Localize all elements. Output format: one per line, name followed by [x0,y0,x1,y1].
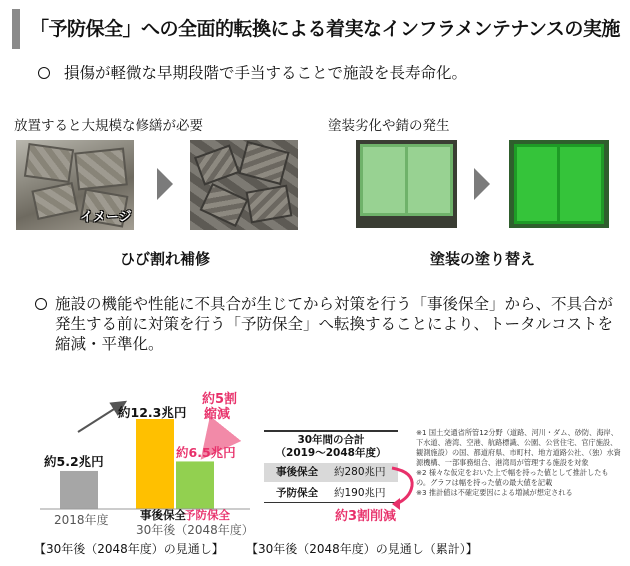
row-label: 予防保全 [276,487,318,499]
sub-label-2048: 30年後（2048年度） [136,523,254,537]
bar-label-reactive: 約12.3兆円 [118,405,187,420]
arrow-right-icon [157,168,173,200]
repainted-gate-photo [509,140,609,228]
page-title: 「予防保全」への全面的転換による着実なインフラメンテナンスの実施 [30,18,620,40]
left-caption: 放置すると大規模な修繕が必要 [14,118,203,134]
footnote-2: ※2 様々な仮定をおいた上で幅を持った値として推計したもの。グラフは幅を持った値の最大値を記載 [416,468,609,487]
bar-preventive [176,461,214,509]
rusted-gate-photo [356,140,457,228]
bullet-2-text: 施設の機能や性能に不具合が生じてから対策を行う「事後保全」から、不具合が発生する前に対策を行う「予防保全」へ転換することにより、トータルコストを縮減・平準化。 [55,295,614,353]
crack-repair-label: ひび割れ補修 [120,250,211,268]
footnote-3: ※3 推計値は不確定要因による増減が想定される [416,488,573,497]
circle-bullet-icon [35,298,47,310]
table-caption: 【30年後（2048年度）の見通し（累計）】 [246,542,478,556]
bar-label-preventive: 約6.5兆円 [176,445,236,460]
circle-bullet-icon [38,67,50,79]
total-table-header-line-2: （2019～2048年度） [275,447,387,459]
bar-2018 [60,471,98,509]
annotation-line-2: 縮減 [204,407,231,422]
curved-arrow-icon [388,462,418,510]
image-label: イメージ [80,210,132,225]
annotation-line-1: 約5割 [202,392,238,407]
category-2018: 2018年度 [54,513,109,527]
total-table-header-line-1: 30年間の合計 [297,434,365,446]
increase-arrow-icon [78,404,122,432]
damaged-slab-photo [190,140,298,230]
arrow-right-icon [474,168,490,200]
row-label: 事後保全 [276,466,318,478]
table-row [264,484,398,503]
title-accent-bar [12,9,20,49]
category-preventive: 予防保全 [184,508,230,522]
right-caption: 塗装劣化や錆の発生 [328,118,450,134]
bar-reactive [136,419,174,509]
repaint-label: 塗装の塗り替え [430,250,536,268]
bullet-1 [38,63,467,83]
bullet-2 [35,294,615,354]
row-value: 約280兆円 [334,466,386,478]
row-value: 約190兆円 [334,487,386,499]
chart-caption: 【30年後（2048年度）の見通し】 [34,542,224,556]
footnotes [416,428,622,498]
reduction-label: 約3割削減 [335,509,397,524]
footnote-1: ※1 国土交通省所管12分野（道路、河川・ダム、砂防、海岸、下水道、港湾、空港、航路標識、公園、公営住宅、官庁施設、観測施設）の国、都道府県、市町村、地方道路公社、（独）水資源機構、一部事務組合、港湾局が管理する施設を対象 [416,428,621,467]
total-table-header [264,430,398,460]
bar-label-2018: 約5.2兆円 [44,454,104,469]
category-reactive: 事後保全 [140,508,186,522]
table-row [264,463,398,482]
bullet-1-text: 損傷が軽微な早期段階で手当することで施設を長寿命化。 [64,64,468,82]
